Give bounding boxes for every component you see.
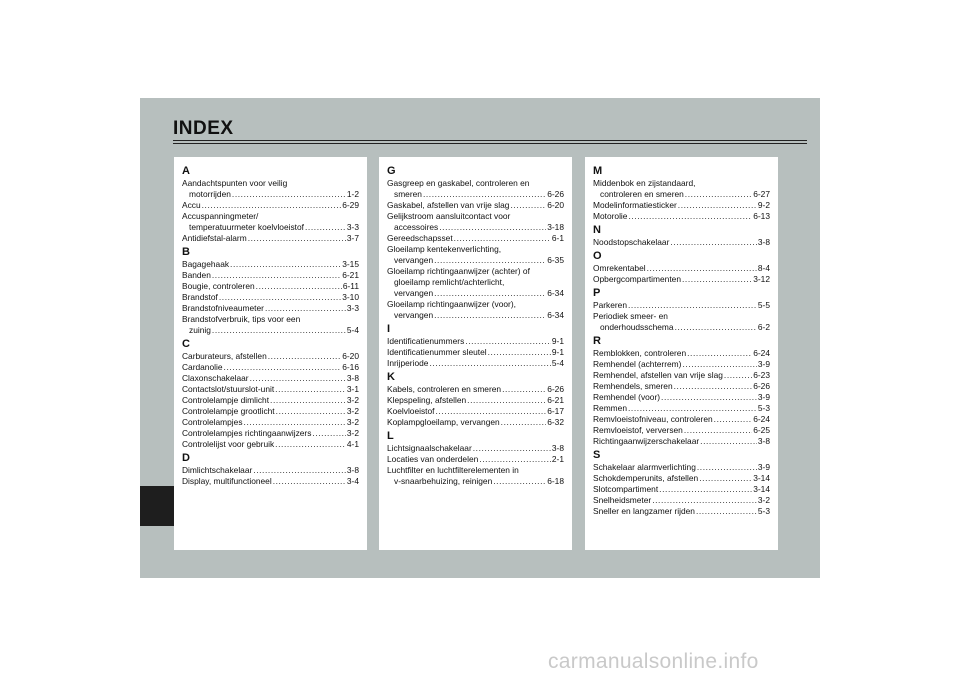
page-number: 6-18 <box>547 476 564 486</box>
index-entry-text: Snelheidsmeter <box>593 495 652 505</box>
index-entry <box>593 189 770 200</box>
dot-leader <box>439 222 546 233</box>
index-entry-text: Display, multifunctioneel <box>182 476 272 486</box>
index-letter: R <box>593 335 601 347</box>
index-entry <box>182 222 359 233</box>
index-entry-text: Motorolie <box>593 211 628 221</box>
dot-leader <box>652 495 757 506</box>
page-number: 5-3 <box>757 403 770 413</box>
index-entry-text: Remhendel (achterrem) <box>593 359 682 369</box>
index-entry <box>593 381 770 392</box>
index-entry-text: Contactslot/stuurslot-unit <box>182 384 275 394</box>
index-entry <box>387 189 564 200</box>
dot-leader <box>265 303 346 314</box>
dot-leader <box>465 336 551 347</box>
dot-leader <box>685 189 752 200</box>
index-letter: N <box>593 224 601 236</box>
index-entry <box>387 476 564 487</box>
index-entry-line: Gelijkstroom aansluitcontact voor <box>387 211 511 221</box>
index-entry <box>593 322 770 333</box>
index-entry <box>593 473 770 484</box>
index-entry <box>593 237 770 248</box>
index-entry <box>387 200 564 211</box>
dot-leader <box>724 370 752 381</box>
index-entry <box>182 384 359 395</box>
index-entry-text: Kabels, controleren en smeren <box>387 384 502 394</box>
index-entry <box>387 358 564 369</box>
index-entry <box>593 300 770 311</box>
dot-leader <box>436 406 547 417</box>
dot-leader <box>467 395 546 406</box>
index-entry <box>182 406 359 417</box>
page-number: 3-9 <box>757 359 770 369</box>
index-entry-text: Schokdemperunits, afstellen <box>593 473 699 483</box>
dot-leader <box>268 351 342 362</box>
page-number: 3-3 <box>346 222 359 232</box>
index-entry <box>593 495 770 506</box>
dot-leader <box>675 322 757 333</box>
index-entry-text: Controlelampje dimlicht <box>182 395 270 405</box>
index-entry <box>182 362 359 373</box>
dot-leader <box>434 288 546 299</box>
index-entry-text: Bougie, controleren <box>182 281 255 291</box>
dot-leader <box>670 237 757 248</box>
page-number: 3-8 <box>346 373 359 383</box>
dot-leader <box>250 373 346 384</box>
index-entry <box>593 359 770 370</box>
index-entry-text: Locaties van onderdelen <box>387 454 479 464</box>
dot-leader <box>224 362 342 373</box>
index-entry-text: Dimlichtschakelaar <box>182 465 253 475</box>
page-number: 6-24 <box>753 348 770 358</box>
index-entry <box>387 310 564 321</box>
index-entry <box>387 233 564 244</box>
dot-leader <box>312 428 345 439</box>
index-entry-text: Identificatienummers <box>387 336 465 346</box>
index-entry <box>387 384 564 395</box>
index-letter: K <box>387 371 395 383</box>
dot-leader <box>253 465 346 476</box>
index-letter: A <box>182 165 190 177</box>
index-entry-text: Inrijperiode <box>387 358 429 368</box>
dot-leader <box>230 259 341 270</box>
index-entry-text: Controlelampjes richtingaanwijzers <box>182 428 312 438</box>
index-entry <box>182 465 359 476</box>
dot-leader <box>305 222 346 233</box>
chapter-tab <box>140 486 174 526</box>
page-number: 6-21 <box>342 270 359 280</box>
index-entry-text: controleren en smeren <box>600 189 684 199</box>
index-entry <box>182 233 359 244</box>
index-entry <box>593 263 770 274</box>
index-column-1 <box>174 157 367 550</box>
index-entry-line: gloeilamp remlicht/achterlicht, <box>394 277 505 287</box>
index-entry <box>182 281 359 292</box>
dot-leader <box>661 392 757 403</box>
index-entry <box>182 395 359 406</box>
page-number: 3-2 <box>346 417 359 427</box>
index-entry-text: Gereedschapsset <box>387 233 453 243</box>
page-number: 3-2 <box>346 428 359 438</box>
page-number: 9-1 <box>551 336 564 346</box>
index-entry <box>182 417 359 428</box>
index-entry-text: Remhendel (voor) <box>593 392 661 402</box>
index-entry <box>182 373 359 384</box>
index-entry-text: Controlelampjes <box>182 417 243 427</box>
index-entry-text: Controlelijst voor gebruik <box>182 439 275 449</box>
index-entry <box>387 443 564 454</box>
page-number: 6-20 <box>547 200 564 210</box>
dot-leader <box>434 255 546 266</box>
dot-leader <box>510 200 546 211</box>
page-title: INDEX <box>173 118 234 139</box>
dot-leader <box>256 281 342 292</box>
index-letter: P <box>593 287 601 299</box>
page-number: 3-12 <box>753 274 770 284</box>
index-entry <box>593 484 770 495</box>
dot-leader <box>628 403 757 414</box>
page-number: 3-2 <box>757 495 770 505</box>
index-entry <box>593 274 770 285</box>
dot-leader <box>714 414 753 425</box>
index-entry-text: Identificatienummer sleutel <box>387 347 487 357</box>
index-entry <box>182 351 359 362</box>
page-number: 6-34 <box>547 288 564 298</box>
dot-leader <box>684 425 752 436</box>
dot-leader <box>697 462 757 473</box>
index-entry-text: Opbergcompartimenten <box>593 274 681 284</box>
index-entry-line: Brandstofverbruik, tips voor een <box>182 314 301 324</box>
index-entry-text: Lichtsignaalschakelaar <box>387 443 472 453</box>
page-number: 6-26 <box>547 189 564 199</box>
dot-leader <box>687 348 752 359</box>
index-entry-text: Remmen <box>593 403 627 413</box>
index-entry-text: vervangen <box>394 255 434 265</box>
page-number: 1-2 <box>346 189 359 199</box>
index-entry <box>182 259 359 270</box>
dot-leader <box>682 359 756 370</box>
dot-leader <box>696 506 757 517</box>
index-entry <box>387 336 564 347</box>
page-number: 3-8 <box>757 237 770 247</box>
index-entry <box>387 222 564 233</box>
index-entry-text: accessoires <box>394 222 439 232</box>
dot-leader <box>628 300 757 311</box>
index-entry <box>182 476 359 487</box>
index-letter: I <box>387 323 391 335</box>
index-entry <box>387 288 564 299</box>
page-number: 6-34 <box>547 310 564 320</box>
page-number: 5-3 <box>757 506 770 516</box>
index-entry-text: Richtingaanwijzerschakelaar <box>593 436 700 446</box>
index-letter: D <box>182 452 190 464</box>
page-number: 6-20 <box>342 351 359 361</box>
page-number: 6-26 <box>753 381 770 391</box>
page-number: 6-26 <box>547 384 564 394</box>
index-entry-text: Claxonschakelaar <box>182 373 249 383</box>
index-entry-line: Middenbok en zijstandaard, <box>593 178 696 188</box>
index-entry-text: Slotcompartiment <box>593 484 659 494</box>
index-entry <box>182 200 359 211</box>
index-letter: L <box>387 430 394 442</box>
index-entry <box>593 392 770 403</box>
page-number: 3-9 <box>757 392 770 402</box>
dot-leader <box>473 443 551 454</box>
dot-leader <box>202 200 342 211</box>
index-entry <box>593 403 770 414</box>
page-number: 6-1 <box>551 233 564 243</box>
page-number: 3-14 <box>753 484 770 494</box>
index-entry-text: Banden <box>182 270 211 280</box>
index-column-3 <box>585 157 778 550</box>
page-number: 6-27 <box>753 189 770 199</box>
index-letter: M <box>593 165 603 177</box>
index-entry-text: Remhendel, afstellen van vrije slag <box>593 370 723 380</box>
page-number: 4-1 <box>346 439 359 449</box>
index-entry-text: Schakelaar alarmverlichting <box>593 462 696 472</box>
index-entry-line: Gasgreep en gaskabel, controleren en <box>387 178 530 188</box>
dot-leader <box>700 436 757 447</box>
dot-leader <box>275 439 346 450</box>
index-entry-text: Carburateurs, afstellen <box>182 351 267 361</box>
index-entry-line: Periodiek smeer- en <box>593 311 668 321</box>
index-entry-line: Luchtfilter en luchtfilterelementen in <box>387 465 519 475</box>
dot-leader <box>248 233 346 244</box>
page-number: 3-3 <box>346 303 359 313</box>
index-entry <box>593 211 770 222</box>
index-entry-text: Koplampgloeilamp, vervangen <box>387 417 500 427</box>
index-entry-text: v-snaarbehuizing, reinigen <box>394 476 493 486</box>
page-number: 6-29 <box>342 200 359 210</box>
index-entry-text: Gaskabel, afstellen van vrije slag <box>387 200 510 210</box>
dot-leader <box>493 476 546 487</box>
index-entry-text: Controlelampje grootlicht <box>182 406 275 416</box>
index-entry-line: Accuspanningmeter/ <box>182 211 259 221</box>
index-entry <box>387 347 564 358</box>
dot-leader <box>454 233 551 244</box>
dot-leader <box>628 211 752 222</box>
dot-leader <box>501 417 547 428</box>
index-entry-line: Gloeilamp kentekenverlichting, <box>387 244 502 254</box>
index-entry-text: Remvloeistofniveau, controleren <box>593 414 713 424</box>
index-entry-text: temperatuurmeter koelvloeistof <box>189 222 304 232</box>
page-number: 6-23 <box>753 370 770 380</box>
index-entry <box>387 255 564 266</box>
page-number: 8-4 <box>757 263 770 273</box>
index-entry-text: Accu <box>182 200 201 210</box>
page-number: 3-2 <box>346 395 359 405</box>
page-number: 6-2 <box>757 322 770 332</box>
dot-leader <box>423 189 546 200</box>
index-entry <box>593 200 770 211</box>
dot-leader <box>219 292 341 303</box>
dot-leader <box>434 310 546 321</box>
index-entry-text: Bagagehaak <box>182 259 230 269</box>
page-number: 6-17 <box>547 406 564 416</box>
index-entry <box>182 325 359 336</box>
dot-leader <box>488 347 551 358</box>
index-entry <box>593 348 770 359</box>
page-number: 5-5 <box>757 300 770 310</box>
page-number: 6-35 <box>547 255 564 265</box>
index-column-2 <box>379 157 572 550</box>
dot-leader <box>275 384 346 395</box>
dot-leader <box>270 395 346 406</box>
index-entry-text: Sneller en langzamer rijden <box>593 506 695 516</box>
dot-leader <box>212 325 346 336</box>
dot-leader <box>244 417 346 428</box>
page-number: 6-13 <box>753 211 770 221</box>
index-letter: C <box>182 338 190 350</box>
dot-leader <box>659 484 752 495</box>
page-number: 2-1 <box>551 454 564 464</box>
page-number: 6-11 <box>342 281 359 291</box>
index-entry-text: Brandstof <box>182 292 218 302</box>
index-letter: S <box>593 449 601 461</box>
page-number: 6-21 <box>547 395 564 405</box>
index-entry <box>593 425 770 436</box>
page-number: 3-15 <box>342 259 359 269</box>
dot-leader <box>479 454 551 465</box>
index-entry <box>182 428 359 439</box>
index-entry-text: smeren <box>394 189 422 199</box>
page-number: 3-9 <box>757 462 770 472</box>
page-number: 3-18 <box>547 222 564 232</box>
index-entry-text: Omrekentabel <box>593 263 646 273</box>
page-number: 3-8 <box>346 465 359 475</box>
page-number: 9-1 <box>551 347 564 357</box>
index-entry-text: Antidiefstal-alarm <box>182 233 247 243</box>
page-number: 3-8 <box>551 443 564 453</box>
index-letter: B <box>182 246 190 258</box>
page-number: 5-4 <box>346 325 359 335</box>
index-entry <box>182 189 359 200</box>
page-number: 6-25 <box>753 425 770 435</box>
index-entry-line: Gloeilamp richtingaanwijzer (achter) of <box>387 266 530 276</box>
index-letter: O <box>593 250 602 262</box>
page-number: 3-4 <box>346 476 359 486</box>
index-entry-text: motorrijden <box>189 189 231 199</box>
index-entry-text: Noodstopschakelaar <box>593 237 670 247</box>
index-entry-text: Remhendels, smeren <box>593 381 673 391</box>
dot-leader <box>273 476 346 487</box>
index-entry-text: vervangen <box>394 310 434 320</box>
page-number: 3-10 <box>342 292 359 302</box>
index-entry-text: Modelinformatiesticker <box>593 200 677 210</box>
page-number: 3-7 <box>346 233 359 243</box>
index-entry <box>182 292 359 303</box>
dot-leader <box>276 406 346 417</box>
dot-leader <box>682 274 752 285</box>
index-entry <box>387 395 564 406</box>
page-number: 9-2 <box>757 200 770 210</box>
index-entry <box>593 506 770 517</box>
page-number: 5-4 <box>551 358 564 368</box>
index-entry-text: Cardanolie <box>182 362 223 372</box>
page-number: 3-1 <box>346 384 359 394</box>
page-number: 3-14 <box>753 473 770 483</box>
index-entry-text: Remvloeistof, verversen <box>593 425 683 435</box>
page-number: 3-8 <box>757 436 770 446</box>
index-entry <box>182 270 359 281</box>
page-number: 6-32 <box>547 417 564 427</box>
index-entry <box>593 462 770 473</box>
dot-leader <box>232 189 346 200</box>
index-entry-text: onderhoudsschema <box>600 322 674 332</box>
index-entry <box>593 436 770 447</box>
dot-leader <box>674 381 753 392</box>
index-entry-text: zuinig <box>189 325 211 335</box>
page-number: 6-16 <box>342 362 359 372</box>
page-number: 6-24 <box>753 414 770 424</box>
index-entry <box>387 406 564 417</box>
index-entry-text: Klepspeling, afstellen <box>387 395 467 405</box>
index-entry <box>593 370 770 381</box>
index-entry <box>387 417 564 428</box>
index-entry-text: Parkeren <box>593 300 627 310</box>
index-entry <box>593 414 770 425</box>
dot-leader <box>502 384 546 395</box>
index-entry-text: Remblokken, controleren <box>593 348 687 358</box>
page-number: 3-2 <box>346 406 359 416</box>
index-entry-text: Koelvloeistof <box>387 406 435 416</box>
dot-leader <box>212 270 341 281</box>
index-entry-text: vervangen <box>394 288 434 298</box>
index-entry-line: Aandachtspunten voor veilig <box>182 178 288 188</box>
dot-leader <box>647 263 757 274</box>
dot-leader <box>699 473 752 484</box>
dot-leader <box>429 358 550 369</box>
index-entry-line: Gloeilamp richtingaanwijzer (voor), <box>387 299 516 309</box>
dot-leader <box>678 200 757 211</box>
index-entry <box>387 454 564 465</box>
index-entry <box>182 303 359 314</box>
title-rule <box>173 140 807 144</box>
index-entry-text: Brandstofniveaumeter <box>182 303 264 313</box>
index-letter: G <box>387 165 396 177</box>
watermark-text: carmanualsonline.info <box>548 650 759 673</box>
index-entry <box>182 439 359 450</box>
